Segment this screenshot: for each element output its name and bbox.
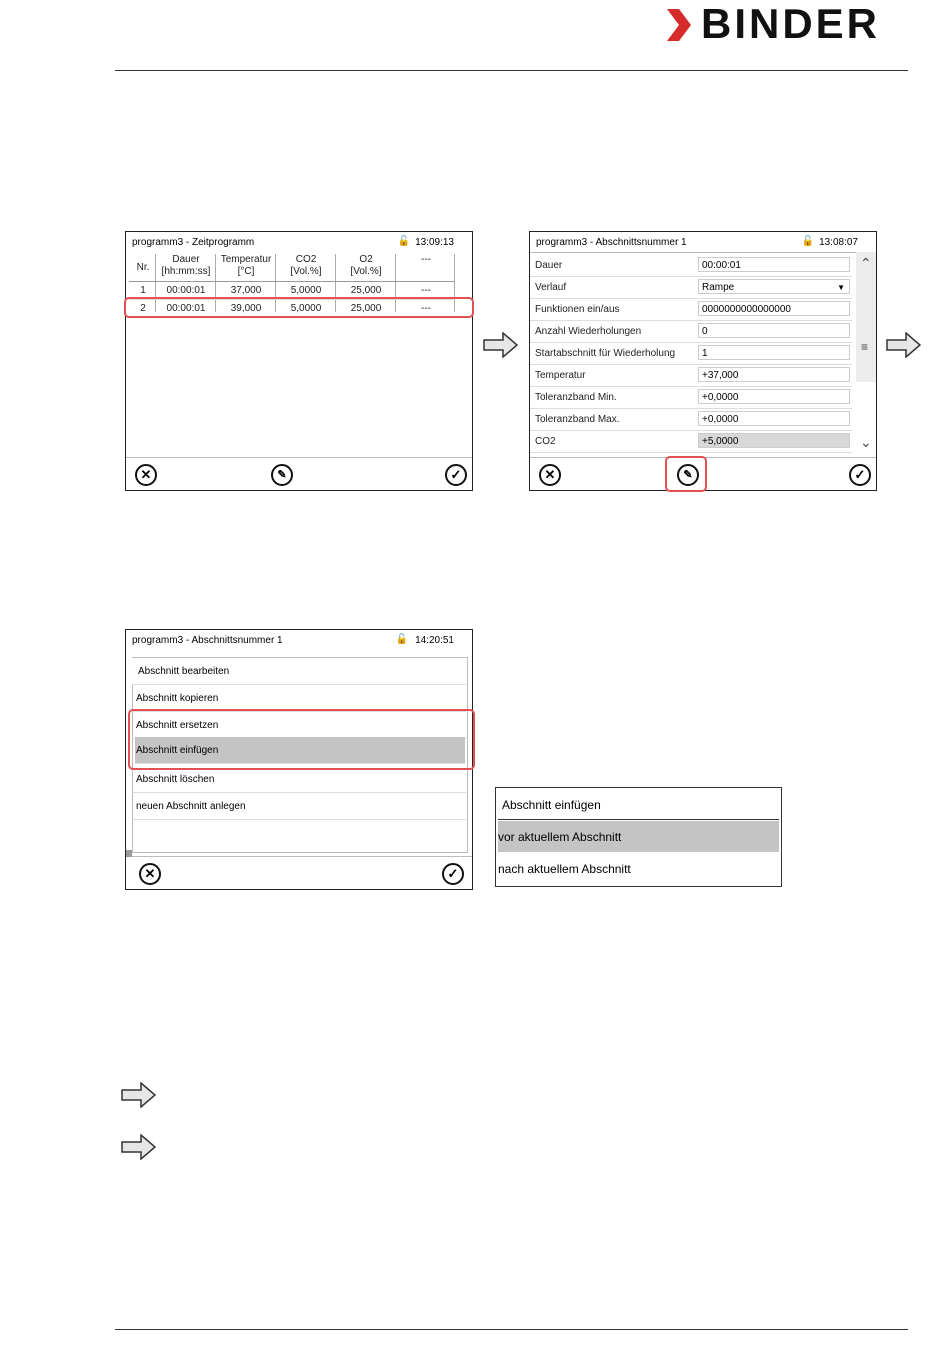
param-row[interactable] — [530, 431, 852, 453]
cancel-icon[interactable]: ✕ — [135, 464, 157, 486]
screen-title: programm3 - Zeitprogramm — [132, 237, 255, 248]
param-row[interactable] — [530, 277, 852, 299]
bottom-bar — [126, 457, 472, 490]
clock-time: 14:20:51 — [415, 635, 454, 646]
param-value[interactable]: +0,0000 — [698, 411, 850, 426]
param-label: Anzahl Wiederholungen — [535, 326, 642, 337]
clock-time: 13:08:07 — [819, 237, 858, 248]
param-label: Toleranzband Min. — [535, 392, 617, 403]
cancel-icon[interactable]: ✕ — [539, 464, 561, 486]
popup-title: Abschnitt einfügen — [502, 798, 601, 812]
arrow-right-icon — [121, 1134, 157, 1160]
menu-item-replace[interactable]: Abschnitt ersetzen — [132, 712, 466, 739]
lock-icon: 🔓 — [395, 634, 408, 645]
col-header-temperatur-unit: [°C] — [237, 266, 255, 277]
param-label: Startabschnitt für Wiederholung — [535, 348, 676, 359]
param-value[interactable]: +5,0000 — [698, 433, 850, 448]
arrow-right-icon — [886, 332, 922, 358]
param-value: Rampe — [702, 282, 735, 293]
row-cell: 37,000 — [230, 285, 262, 296]
arrow-right-icon — [121, 1082, 157, 1108]
menu-item-insert[interactable]: Abschnitt einfügen — [135, 737, 465, 764]
lock-icon: 🔓 — [397, 236, 410, 247]
arrow-right-icon — [483, 332, 519, 358]
param-label: Toleranzband Max. — [535, 414, 620, 425]
col-header-o2-unit: [Vol.%] — [350, 266, 382, 277]
menu-highlight — [128, 709, 475, 770]
param-row[interactable] — [530, 299, 852, 321]
col-header-co2-unit: [Vol.%] — [290, 266, 322, 277]
edit-icon[interactable]: ✎ — [271, 464, 293, 486]
row-cell: 2 — [140, 303, 146, 314]
confirm-icon[interactable]: ✓ — [442, 863, 464, 885]
col-header-temperatur-label: Temperatur — [220, 254, 272, 265]
menu-item-new[interactable]: neuen Abschnitt anlegen — [132, 793, 466, 820]
param-row[interactable] — [530, 321, 852, 343]
lock-icon: 🔓 — [801, 236, 814, 247]
param-row[interactable] — [530, 255, 852, 277]
row-cell: 5,0000 — [290, 303, 322, 314]
row-cell: 00:00:01 — [166, 285, 206, 296]
row-cell: 1 — [140, 285, 146, 296]
confirm-icon[interactable]: ✓ — [445, 464, 467, 486]
menu-item-delete[interactable]: Abschnitt löschen — [132, 766, 466, 793]
scroll-down-icon[interactable]: ⌄ — [860, 434, 872, 450]
param-label: Dauer — [535, 260, 563, 271]
param-row[interactable] — [530, 409, 852, 431]
edit-icon[interactable]: ✎ — [677, 464, 699, 486]
col-header-o2 — [337, 254, 395, 278]
footer-rule — [115, 1329, 908, 1330]
row-cell: 25,000 — [350, 303, 382, 314]
col-header-dauer-unit: [hh:mm:ss] — [161, 266, 211, 277]
row-highlight — [124, 297, 474, 318]
segment-params-screen — [529, 231, 877, 491]
insert-popup — [495, 787, 782, 887]
screen-title: programm3 - Abschnittsnummer 1 — [132, 635, 283, 646]
param-label: Temperatur — [535, 370, 586, 381]
brand-name: BINDER — [701, 0, 881, 47]
dropdown-arrow-icon: ▼ — [837, 283, 845, 292]
param-value[interactable]: 0000000000000000 — [698, 301, 850, 316]
scroll-up-icon[interactable]: ⌃ — [860, 255, 872, 271]
param-value[interactable]: 00:00:01 — [698, 257, 850, 272]
param-value[interactable]: +37,000 — [698, 367, 850, 382]
binder-logo — [665, 0, 910, 47]
program-table-screen — [125, 231, 473, 491]
param-row[interactable] — [530, 387, 852, 409]
program-table — [129, 252, 452, 332]
param-value[interactable]: 0 — [698, 323, 850, 338]
col-header-nr: Nr. — [136, 262, 150, 273]
titlebar — [126, 630, 472, 650]
confirm-icon[interactable]: ✓ — [849, 464, 871, 486]
edit-button-highlight — [665, 456, 707, 492]
row-cell: 5,0000 — [290, 285, 322, 296]
clock-time: 13:09:13 — [415, 237, 454, 248]
param-value[interactable]: 1 — [698, 345, 850, 360]
col-header-temperatur — [217, 254, 275, 278]
menu-title: Abschnitt bearbeiten — [132, 658, 466, 685]
bottom-bar — [126, 856, 472, 889]
row-cell: 00:00:01 — [166, 303, 206, 314]
col-header-dauer — [157, 254, 215, 278]
row-cell: --- — [421, 285, 431, 296]
cancel-icon[interactable]: ✕ — [139, 863, 161, 885]
param-row[interactable] — [530, 343, 852, 365]
col-header-co2-label: CO2 — [295, 254, 317, 265]
row-cell: --- — [421, 303, 431, 314]
col-header-o2-label: O2 — [359, 254, 373, 265]
param-label: Funktionen ein/aus — [535, 304, 620, 315]
col-header-dauer-label: Dauer — [172, 254, 200, 265]
param-dropdown[interactable] — [698, 279, 850, 294]
screen-title: programm3 - Abschnittsnummer 1 — [536, 237, 687, 248]
row-cell: 25,000 — [350, 285, 382, 296]
param-row[interactable] — [530, 365, 852, 387]
scroll-handle-icon[interactable]: ≡ — [861, 340, 869, 354]
binder-logo-mark — [665, 7, 693, 43]
row-cell: 39,000 — [230, 303, 262, 314]
param-label: CO2 — [535, 436, 556, 447]
popup-option-before[interactable]: vor aktuellem Abschnitt — [498, 821, 779, 852]
titlebar — [126, 232, 472, 252]
param-label: Verlauf — [535, 282, 567, 293]
titlebar — [530, 232, 876, 253]
header-rule — [115, 70, 908, 71]
col-header-co2 — [277, 254, 335, 278]
menu-item-copy[interactable]: Abschnitt kopieren — [132, 685, 466, 712]
popup-option-after[interactable]: nach aktuellem Abschnitt — [498, 862, 631, 876]
scrollbar[interactable] — [856, 252, 876, 458]
param-value[interactable]: +0,0000 — [698, 389, 850, 404]
col-header-extra: --- — [421, 254, 431, 265]
